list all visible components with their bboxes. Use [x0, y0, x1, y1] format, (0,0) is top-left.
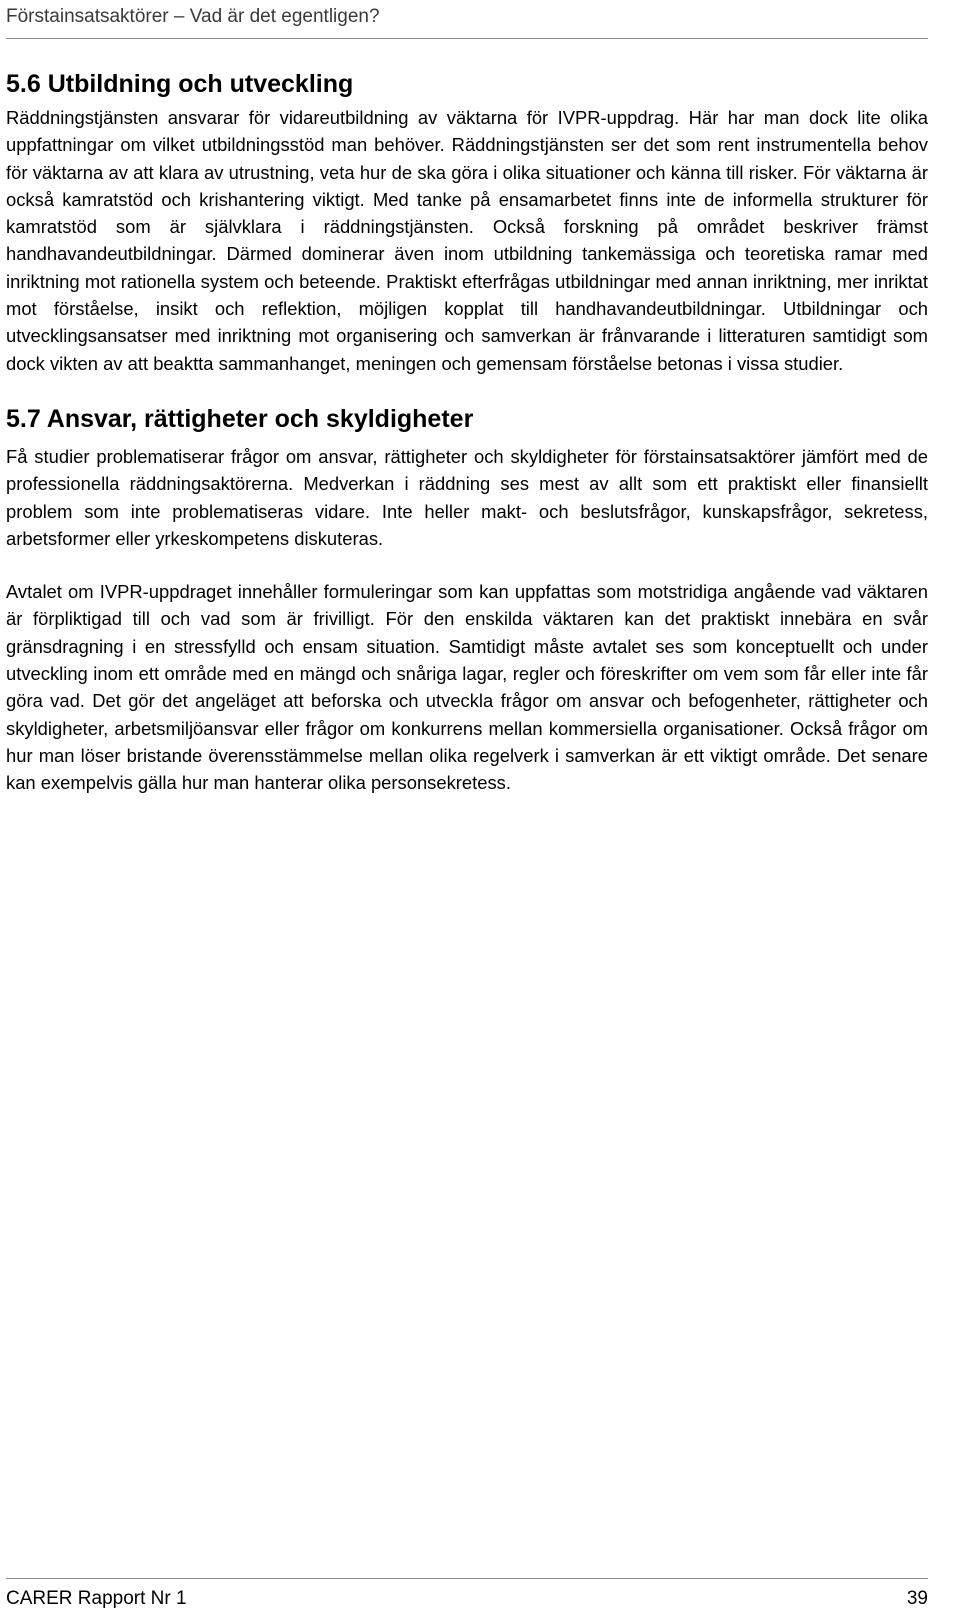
footer-divider — [6, 1578, 928, 1579]
section-heading: 5.6 Utbildning och utveckling — [6, 70, 354, 98]
body-paragraph: Räddningstjänsten ansvarar för vidareutbildning av väktarna för IVPR-uppdrag. Här har man dock lite olika uppfattningar om vilket utbildningsstöd man behöver. Räddningstjänsten ser det som rent instrumentella behov för väktarna av att klara av utrustning, veta hur de ska göra i olika situationer och känna till risker. För väktarna är också kamratstöd och krishantering viktigt. Med tanke på ensamarbetet finns inte de informella strukturer för kamratstöd som är självklara i räddningstjänsten. Också forskning på området beskriver främst handhavandeutbildningar. Därmed dominerar även inom utbildning tankemässiga och teoretiska ramar med inriktning mot rationella system och beteende. Praktiskt efterfrågas utbildningar med annan inriktning, mer inriktat mot förståelse, insikt och reflektion, möjligen kopplat till handhavandeutbildningar. Utbildningar och utvecklingsansatser med inriktning mot organisering och samverkan är frånvarande i litteraturen samtidigt som dock vikten av att beaktta sammanhanget, meningen och gemensam förståelse betonas i vissa studier. — [6, 107, 928, 374]
section-ansvar — [6, 401, 928, 797]
header-divider — [6, 38, 928, 39]
page-content — [6, 66, 928, 797]
page-number: 39 — [906, 1588, 928, 1609]
body-paragraph: Avtalet om IVPR-uppdraget innehåller formuleringar som kan uppfattas som motstridiga angående vad väktaren är förpliktigad till och vad som är frivilligt. För den enskilda väktaren kan det praktiskt innebära en svår gränsdragning i en stressfylld och ensam situation. Samtidigt måste avtalet ses som konceptuellt och under utveckling inom ett område med en mängd och snåriga lagar, regler och föreskrifter om vem som får eller inte får göra vad. Det gör det angeläget att beforska och utveckla frågor om ansvar och befogenheter, rättigheter och skyldigheter, arbetsmiljöansvar eller frågor om konkurrens mellan kommersiella organisationer. Också frågor om hur man löser bristande överensstämmelse mellan olika regelverk i samverkan är ett viktigt område. Det senare kan exempelvis gälla hur man hanterar olika personsekretess. — [6, 581, 928, 794]
section-utbildning — [6, 66, 928, 377]
footer-report-title: CARER Rapport Nr 1 — [6, 1588, 187, 1609]
body-paragraph: Få studier problematiserar frågor om ansvar, rättigheter och skyldigheter för förstainsatsaktörer jämfört med de professionella räddningsaktörerna. Medverkan i räddning ses mest av allt som ett praktiskt eller finansiellt problem som inte problematiseras vidare. Inte heller makt- och beslutsfrågor, kunskapsfrågor, sekretess, arbetsformer eller yrkeskompetens diskuteras. — [6, 445, 928, 549]
section-heading: 5.7 Ansvar, rättigheter och skyldigheter — [6, 404, 474, 433]
running-header: Förstainsatsaktörer – Vad är det egentligen? — [6, 6, 380, 27]
